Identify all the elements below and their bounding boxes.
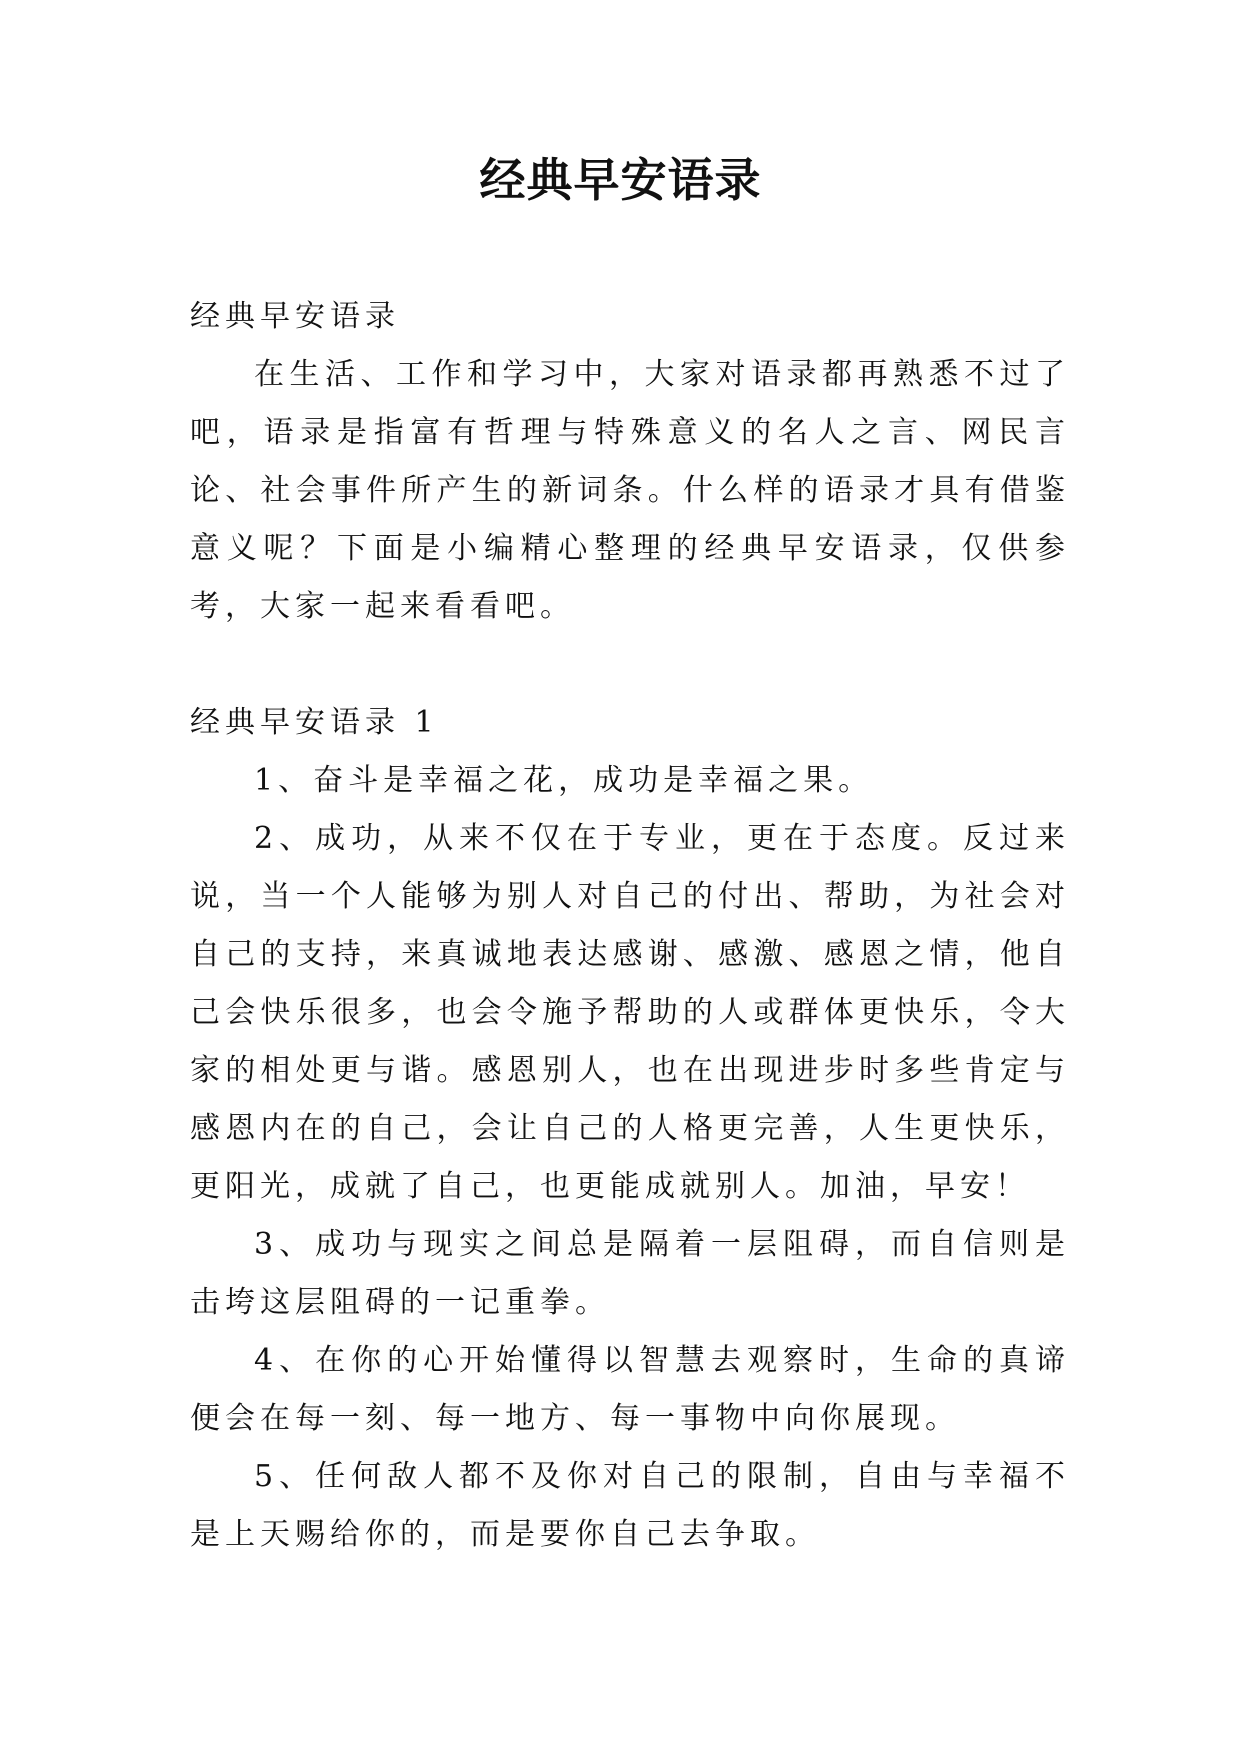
quote-item-3: 3、成功与现实之间总是隔着一层阻碍，而自信则是击垮这层阻碍的一记重拳。 — [190, 1227, 1070, 1320]
intro-heading: 经典早安语录 — [190, 299, 400, 334]
intro-paragraph: 在生活、工作和学习中，大家对语录都再熟悉不过了吧，语录是指富有哲理与特殊意义的名人之言、网民言论、社会事件所产生的新词条。什么样的语录才具有借鉴意义呢？下面是小编精心整理的经典早安语录，仅供参考，大家一起来看看吧。 — [190, 357, 1070, 624]
quote-item-1: 1、奋斗是幸福之花，成功是幸福之果。 — [254, 763, 874, 798]
quote-item-4: 4、在你的心开始懂得以智慧去观察时，生命的真谛便会在每一刻、每一地方、每一事物中向你展现。 — [190, 1343, 1070, 1436]
quote-item-2: 2、成功，从来不仅在于专业，更在于态度。反过来说，当一个人能够为别人对自己的付出、帮助，为社会对自己的支持，来真诚地表达感谢、感激、感恩之情，他自己会快乐很多，也会令施予帮助的人或群体更快乐，令大家的相处更与谐。感恩别人，也在出现进步时多些肯定与感恩内在的自己，会让自己的人格更完善，人生更快乐，更阳光，成就了自己，也更能成就别人。加油，早安！ — [190, 821, 1070, 1204]
document-body — [190, 288, 1070, 1564]
section-heading: 经典早安语录 1 — [190, 705, 439, 740]
quote-item-5: 5、任何敌人都不及你对自己的限制，自由与幸福不是上天赐给你的，而是要你自己去争取。 — [190, 1459, 1070, 1552]
document-title: 经典早安语录 — [479, 153, 762, 207]
